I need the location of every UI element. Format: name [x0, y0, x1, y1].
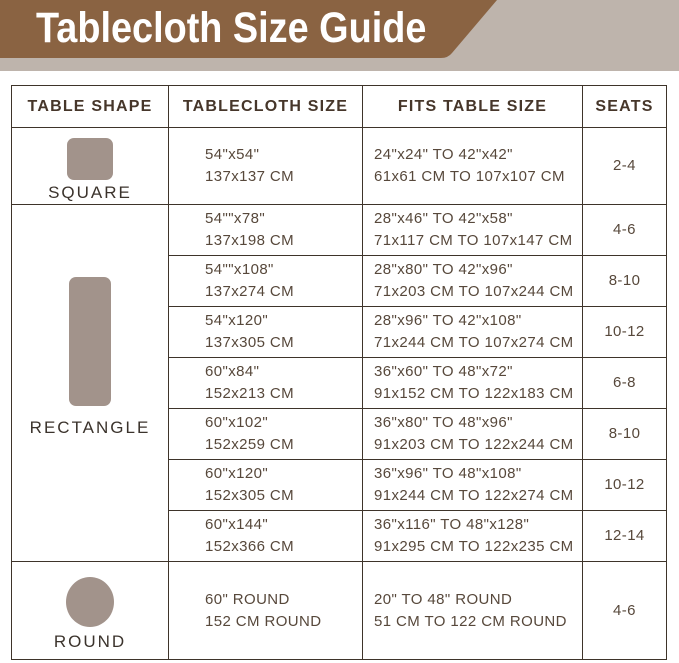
size-inches: 54""x78" — [205, 210, 266, 227]
seats-cell: 10-12 — [583, 460, 667, 511]
size-cm: 137x274 CM — [205, 283, 295, 300]
fits-table-size-cell — [363, 128, 583, 205]
seats-cell: 10-12 — [583, 307, 667, 358]
tablecloth-size-cell — [169, 307, 363, 358]
fits-cm: 71x244 CM TO 107x274 CM — [374, 334, 574, 351]
fits-inches: 28"x80" TO 42"x96" — [374, 261, 513, 278]
rectangle-icon — [69, 277, 111, 406]
fits-cm: 71x203 CM TO 107x244 CM — [374, 283, 574, 300]
tablecloth-size-cell — [169, 562, 363, 660]
fits-cm: 51 CM TO 122 CM ROUND — [374, 612, 567, 630]
size-inches: 60"x84" — [205, 363, 260, 380]
seats-cell: 8-10 — [583, 256, 667, 307]
fits-inches: 20" TO 48" ROUND — [374, 590, 513, 608]
shape-label: SQUARE — [48, 183, 132, 202]
size-inches: 60"x144" — [205, 516, 269, 533]
page-title: Tablecloth Size Guide — [36, 4, 427, 52]
fits-table-size-cell — [363, 256, 583, 307]
fits-inches: 24"x24" TO 42"x42" — [374, 146, 513, 163]
size-cm: 152x366 CM — [205, 538, 295, 555]
size-cm: 152x305 CM — [205, 487, 295, 504]
size-inches: 60"x120" — [205, 465, 269, 482]
fits-inches: 36"x96" TO 48"x108" — [374, 465, 522, 482]
seats-cell: 4-6 — [583, 562, 667, 660]
fits-cm: 61x61 CM TO 107x107 CM — [374, 168, 565, 185]
square-icon — [67, 138, 113, 180]
tablecloth-size-table — [11, 85, 667, 660]
fits-table-size-cell — [363, 562, 583, 660]
shape-label: ROUND — [53, 632, 127, 651]
fits-cm: 91x295 CM TO 122x235 CM — [374, 538, 574, 555]
size-cm: 137x137 CM — [205, 168, 295, 185]
fits-inches: 36"x60" TO 48"x72" — [374, 363, 513, 380]
tablecloth-size-cell — [169, 511, 363, 562]
fits-table-size-cell — [363, 409, 583, 460]
table-row — [12, 562, 667, 660]
seats-cell: 2-4 — [583, 128, 667, 205]
fits-inches: 28"x96" TO 42"x108" — [374, 312, 522, 329]
seats-cell: 6-8 — [583, 358, 667, 409]
column-header-tablecloth-size: TABLECLOTH SIZE — [169, 86, 363, 128]
tablecloth-size-cell — [169, 460, 363, 511]
fits-cm: 91x244 CM TO 122x274 CM — [374, 487, 574, 504]
fits-table-size-cell — [363, 307, 583, 358]
shape-label: RECTANGLE — [29, 418, 151, 437]
size-cm: 152 CM ROUND — [205, 612, 322, 630]
fits-cm: 71x117 CM TO 107x147 CM — [374, 232, 573, 249]
size-inches: 54""x108" — [205, 261, 274, 278]
size-cm: 152x259 CM — [205, 436, 295, 453]
size-cm: 137x305 CM — [205, 334, 295, 351]
tablecloth-size-cell — [169, 205, 363, 256]
fits-table-size-cell — [363, 205, 583, 256]
size-inches: 60"x102" — [205, 414, 269, 431]
table-row — [12, 205, 667, 256]
fits-inches: 36"x80" TO 48"x96" — [374, 414, 513, 431]
tablecloth-size-cell — [169, 358, 363, 409]
tablecloth-size-cell — [169, 256, 363, 307]
shape-cell-square — [12, 128, 169, 205]
fits-inches: 36"x116" TO 48"x128" — [374, 516, 530, 533]
fits-table-size-cell — [363, 511, 583, 562]
fits-table-size-cell — [363, 460, 583, 511]
fits-table-size-cell — [363, 358, 583, 409]
seats-cell: 4-6 — [583, 205, 667, 256]
column-header-table-shape: TABLE SHAPE — [12, 86, 169, 128]
fits-cm: 91x152 CM TO 122x183 CM — [374, 385, 574, 402]
size-cm: 152x213 CM — [205, 385, 295, 402]
tablecloth-size-cell — [169, 128, 363, 205]
column-header-seats: SEATS — [583, 86, 667, 128]
shape-cell-rectangle — [12, 205, 169, 562]
seats-cell: 8-10 — [583, 409, 667, 460]
fits-cm: 91x203 CM TO 122x244 CM — [374, 436, 574, 453]
tablecloth-size-cell — [169, 409, 363, 460]
seats-cell: 12-14 — [583, 511, 667, 562]
fits-inches: 28"x46" TO 42"x58" — [374, 210, 513, 227]
size-cm: 137x198 CM — [205, 232, 295, 249]
column-header-fits-table-size: FITS TABLE SIZE — [363, 86, 583, 128]
size-inches: 54"x54" — [205, 146, 260, 163]
size-inches: 60" ROUND — [205, 590, 290, 608]
size-inches: 54"x120" — [205, 312, 269, 329]
shape-cell-round — [12, 562, 169, 660]
header-row — [12, 86, 667, 128]
circle-icon — [66, 577, 114, 627]
table-row — [12, 128, 667, 205]
